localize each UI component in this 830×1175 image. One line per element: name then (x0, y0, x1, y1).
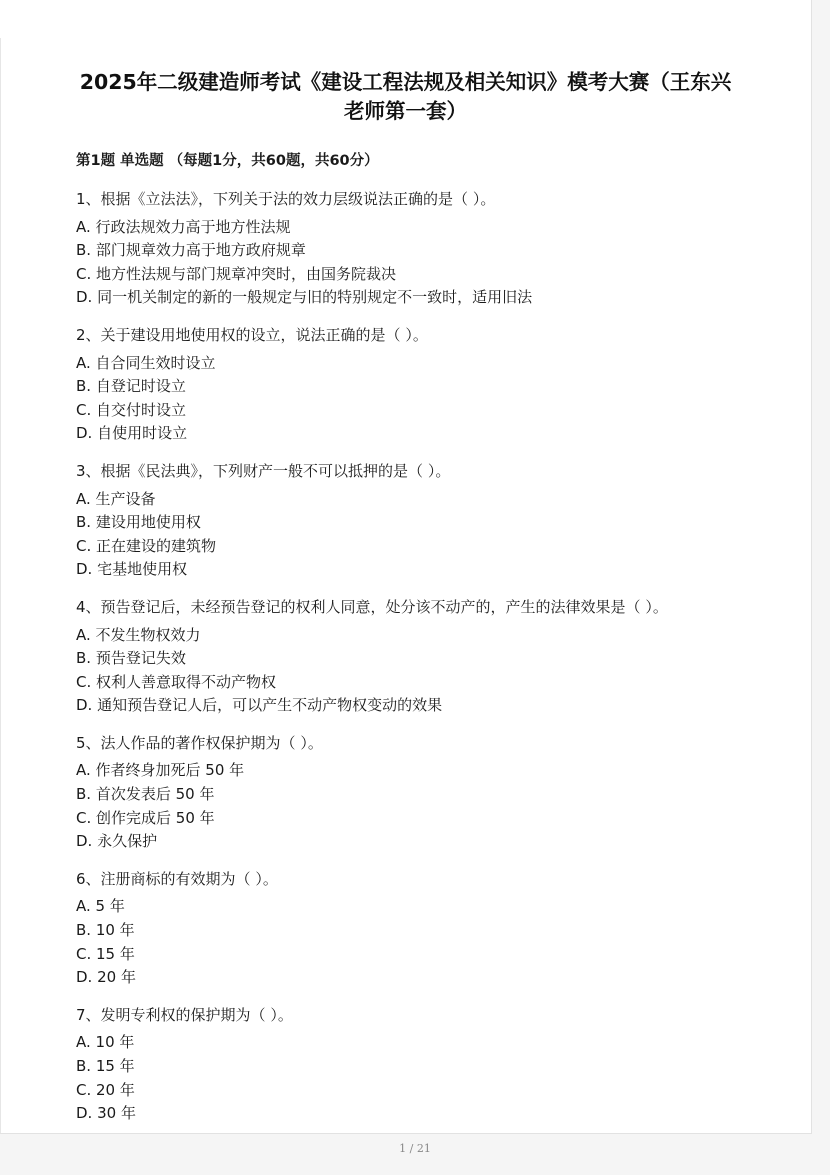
option-d: D. 通知预告登记人后，可以产生不动产物权变动的效果 (76, 696, 443, 715)
option-d: D. 30 年 (76, 1104, 136, 1123)
option-d: D. 永久保护 (76, 832, 158, 851)
option-a: A. 自合同生效时设立 (76, 353, 216, 372)
question-item (76, 596, 811, 718)
question-item (76, 732, 811, 854)
option-b: B. 建设用地使用权 (76, 513, 201, 532)
option-a: A. 作者终身加死后 50 年 (76, 761, 245, 780)
question-stem: 7、发明专利权的保护期为（ ）。 (76, 1005, 293, 1024)
option-list (76, 759, 811, 853)
option-c: C. 权利人善意取得不动产物权 (76, 672, 277, 691)
option-a: A. 生产设备 (76, 489, 156, 508)
option-c: C. 创作完成后 50 年 (76, 808, 215, 827)
option-a: A. 行政法规效力高于地方性法规 (76, 217, 291, 236)
option-c: C. 地方性法规与部门规章冲突时，由国务院裁决 (76, 264, 397, 283)
option-list (76, 352, 811, 446)
option-c: C. 15 年 (76, 944, 135, 963)
option-d: D. 同一机关制定的新的一般规定与旧的特别规定不一致时，适用旧法 (76, 288, 533, 307)
option-b: B. 自登记时设立 (76, 377, 186, 396)
option-list (76, 488, 811, 582)
option-list (76, 216, 811, 310)
option-c: C. 正在建设的建筑物 (76, 536, 217, 555)
option-b: B. 首次发表后 50 年 (76, 785, 215, 804)
option-b: B. 部门规章效力高于地方政府规章 (76, 241, 306, 260)
question-item (76, 324, 811, 446)
option-a: A. 5 年 (76, 897, 125, 916)
option-a: A. 10 年 (76, 1033, 135, 1052)
option-c: C. 自交付时设立 (76, 400, 187, 419)
question-stem: 5、法人作品的著作权保护期为（ ）。 (76, 733, 323, 752)
question-stem: 6、注册商标的有效期为（ ）。 (76, 869, 278, 888)
question-stem: 2、关于建设用地使用权的设立，说法正确的是（ ）。 (76, 325, 428, 344)
question-stem: 4、预告登记后，未经预告登记的权利人同意，处分该不动产的，产生的法律效果是（ ）。 (76, 597, 668, 616)
option-b: B. 10 年 (76, 921, 135, 940)
option-d: D. 20 年 (76, 968, 136, 987)
question-item (76, 868, 811, 990)
option-d: D. 宅基地使用权 (76, 560, 188, 579)
question-stem: 1、根据《立法法》，下列关于法的效力层级说法正确的是（ ）。 (76, 190, 496, 208)
question-stem: 3、根据《民法典》，下列财产一般不可以抵押的是（ ）。 (76, 461, 451, 480)
option-d: D. 自使用时设立 (76, 424, 188, 443)
option-b: B. 预告登记失效 (76, 649, 186, 668)
question-item (76, 1004, 811, 1126)
question-item (76, 460, 811, 582)
option-b: B. 15 年 (76, 1057, 135, 1075)
question-item (76, 188, 811, 310)
option-list (76, 895, 811, 989)
option-list (76, 624, 811, 718)
option-a: A. 不发生物权效力 (76, 625, 201, 644)
page-indicator: 1 / 21 (399, 1142, 431, 1155)
page-title: 2025年二级建造师考试《建设工程法规及相关知识》模考大赛（王东兴老师第一套） (79, 70, 732, 123)
section-heading: 第1题 单选题 （每题1分，共60题，共60分） (76, 153, 379, 169)
option-list (76, 1031, 811, 1125)
option-c: C. 20 年 (76, 1080, 135, 1099)
